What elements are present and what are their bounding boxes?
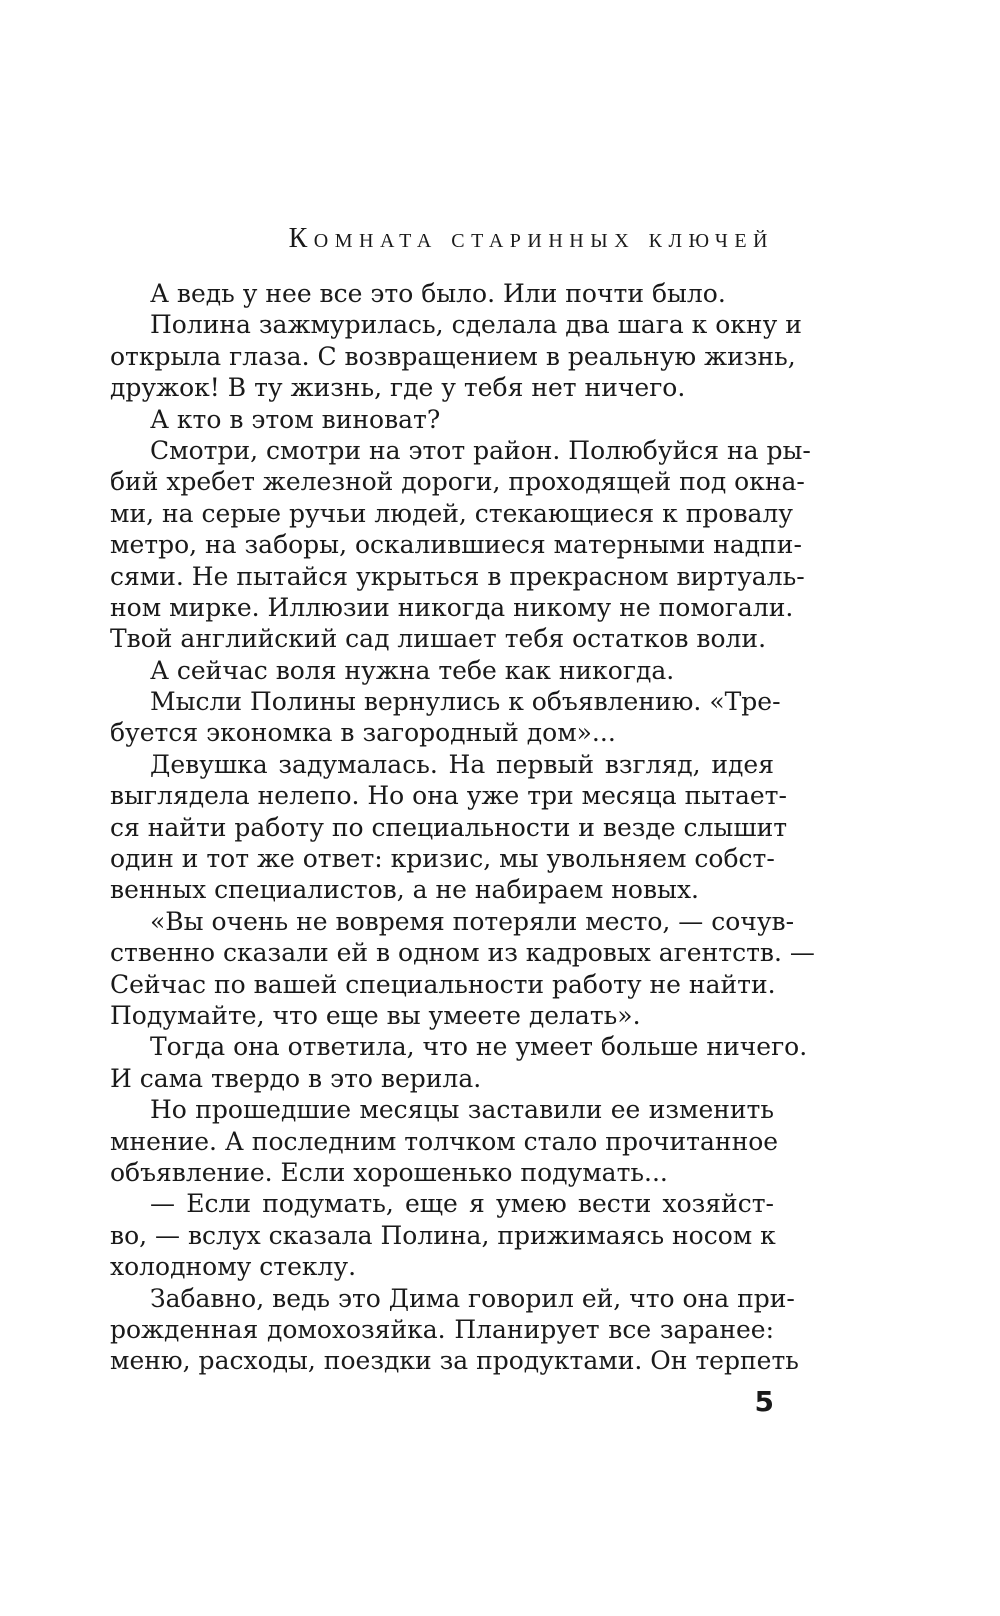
text-line: Полина зажмурилась, сделала два шага к окну и <box>150 310 802 340</box>
text-line: А ведь у нее все это было. Или почти было. <box>150 279 726 308</box>
text-line: Тогда она ответила, что не умеет больше ничего. <box>150 1032 808 1062</box>
text-line: ся найти работу по специальности и везде слышит <box>110 812 788 842</box>
text-line: метро, на заборы, оскалившиеся матерными надпи- <box>110 530 802 560</box>
text-line: ственно сказали ей в одном из кадровых агентств. — <box>110 938 815 968</box>
text-line: Но прошедшие месяцы заставили ее изменить <box>150 1095 774 1125</box>
text-line: объявление. Если хорошенько подумать... <box>110 1157 668 1187</box>
text-line: Забавно, ведь это Дима говорил ей, что она при- <box>150 1283 795 1313</box>
text-line: бий хребет железной дороги, проходящей под окна- <box>110 467 805 497</box>
text-line: А сейчас воля нужна тебе как никогда. <box>150 655 675 685</box>
text-line: ном мирке. Иллюзии никогда никому не помогали. <box>110 592 794 622</box>
text-line: Мысли Полины вернулись к объявлению. «Тре- <box>150 687 781 717</box>
text-line: мнение. А последним толчком стало прочитанное <box>110 1126 779 1156</box>
text-line: Подумайте, что еще вы умеете делать». <box>110 1000 641 1030</box>
text-line: один и тот же ответ: кризис, мы увольняем собст- <box>110 844 775 874</box>
text-line: во, — вслух сказала Полина, прижимаясь носом к <box>110 1220 776 1250</box>
text-line: Сейчас по вашей специальности работу не найти. <box>110 969 776 999</box>
text-line: выглядела нелепо. Но она уже три месяца пытает- <box>110 781 787 811</box>
text-line: открыла глаза. С возвращением в реальную жизнь, <box>110 341 796 371</box>
text-line: меню, расходы, поездки за продуктами. Он терпеть <box>110 1346 799 1376</box>
running-title: Комната старинных ключей <box>288 223 774 254</box>
text-line: рожденная домохозяйка. Планирует все заранее: <box>110 1314 774 1344</box>
text-line: Твой английский сад лишает тебя остатков воли. <box>110 624 767 654</box>
body-text <box>110 278 815 1377</box>
text-line: — Если подумать, еще я умею вести хозяйст- <box>150 1189 774 1219</box>
text-line: Девушка задумалась. На первый взгляд, идея <box>150 749 774 779</box>
text-line: И сама твердо в это верила. <box>110 1063 482 1093</box>
page-number: 5 <box>754 1385 774 1418</box>
text-line: А кто в этом виноват? <box>150 404 441 434</box>
text-line: ми, на серые ручьи людей, стекающиеся к провалу <box>110 498 794 528</box>
text-line: Смотри, смотри на этот район. Полюбуйся на ры- <box>150 435 811 465</box>
text-line: «Вы очень не вовремя потеряли место, — сочув- <box>150 906 795 936</box>
text-line: дружок! В ту жизнь, где у тебя нет ничего. <box>110 373 686 403</box>
text-line: буется экономка в загородный дом»... <box>110 718 616 748</box>
text-line: сями. Не пытайся укрыться в прекрасном виртуаль- <box>110 561 805 591</box>
text-line: холодному стеклу. <box>110 1252 357 1282</box>
text-line: венных специалистов, а не набираем новых. <box>110 875 700 905</box>
